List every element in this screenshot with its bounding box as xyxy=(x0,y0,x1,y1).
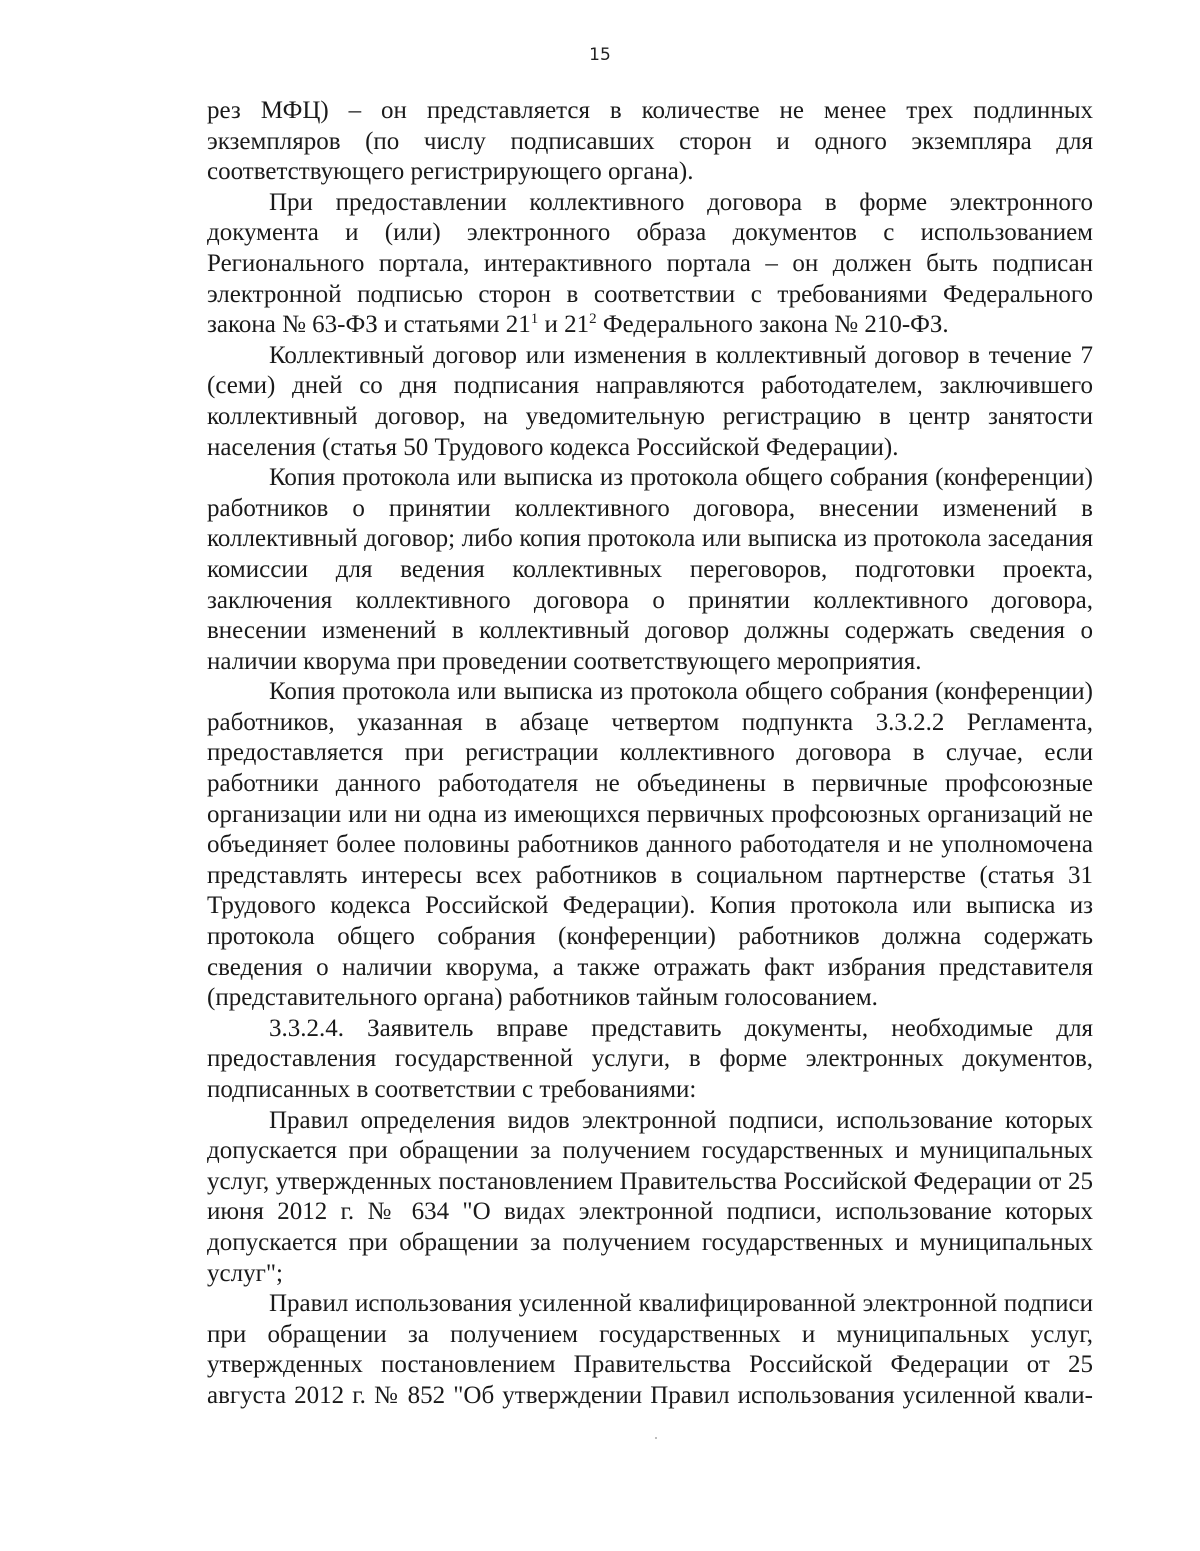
scan-speck xyxy=(655,1437,657,1439)
paragraph-4: Копия протокола или выписка из протокола общего собрания (конференции) работников о принятии коллективного договора, внесении изменений в коллективный договор; либо копия протокола или выписка из протокола заседания комиссии для ведения коллективных переговоров, подготовки проекта, заключения коллективного договора о принятии коллективного договора, внесении изменений в коллективный договор должны содержать сведения о наличии кворума при проведении соответствующего мероприятия. xyxy=(207,464,1093,675)
paragraph-5: Копия протокола или выписка из протокола общего собрания (конференции) работников, указанная в абзаце четвертом подпункта 3.3.2.2 Регламента, предоставляется при регистрации коллективного договора в случае, если работники данного работодателя не объединены в первичные профсоюзные организации или ни одна из имеющихся первичных профсоюзных организаций не объединяет более половины работников данного работодателя и не уполномочена представлять интересы всех работников в социальном партнерстве (статья 31 Трудового кодекса Российской Федерации). Копия протокола или выписка из протокола общего собрания (конференции) работников должна содержать сведения о наличии кворума, а также отражать факт избрания представителя (представительного органа) работников тайным голосованием. xyxy=(207,678,1093,1012)
paragraph-2-text-a: При предоставлении коллективного договора в форме электронного документа и (или) электронного образа документов с использованием Регионального портала, интерактивного портала – он должен быть подписан электронной подписью сторон в соответствии с требованиями Федерального закона № 63-ФЗ и статьями 21 xyxy=(207,188,1093,339)
paragraph-1: рез МФЦ) – он представляется в количестве не менее трех подлинных экземпляров (по числу подписавших сторон и одного экземпляра для соответствующего регистрирующего органа). xyxy=(207,97,1093,186)
paragraph-2-text-b: и 21 xyxy=(538,311,590,339)
document-body xyxy=(207,96,1093,1412)
superscript-1: 1 xyxy=(530,311,539,328)
paragraph-8: Правил использования усиленной квалифицированной электронной подписи при обращении за получением государственных и муниципальных услуг, утвержденных постановлением Правительства Российской Федерации от 25 августа 2012 г. № 852 "Об утверждении Правил использования усиленной квали- xyxy=(207,1290,1093,1409)
paragraph-7: Правил определения видов электронной подписи, использование которых допускается при обращении за получением государственных и муниципальных услуг, утвержденных постановлением Правительства Российской Федерации от 25 июня 2012 г. № 634 "О видах электронной подписи, использование которых допускается при обращении за получением государственных и муниципальных услуг"; xyxy=(207,1106,1093,1287)
superscript-2: 2 xyxy=(589,311,597,328)
paragraph-6: 3.3.2.4. Заявитель вправе представить документы, необходимые для предоставления государственной услуги, в форме электронных документов, подписанных в соответствии с требованиями: xyxy=(207,1014,1093,1103)
paragraph-2-text-c: Федерального закона № 210-ФЗ. xyxy=(596,311,949,339)
paragraph-3: Коллективный договор или изменения в коллективный договор в течение 7 (семи) дней со дня подписания направляются работодателем, заключившего коллективный договор, на уведомительную регистрацию в центр занятости населения (статья 50 Трудового кодекса Российской Федерации). xyxy=(207,341,1093,461)
paragraph-2 xyxy=(207,188,1093,341)
page-number: 15 xyxy=(589,45,611,65)
